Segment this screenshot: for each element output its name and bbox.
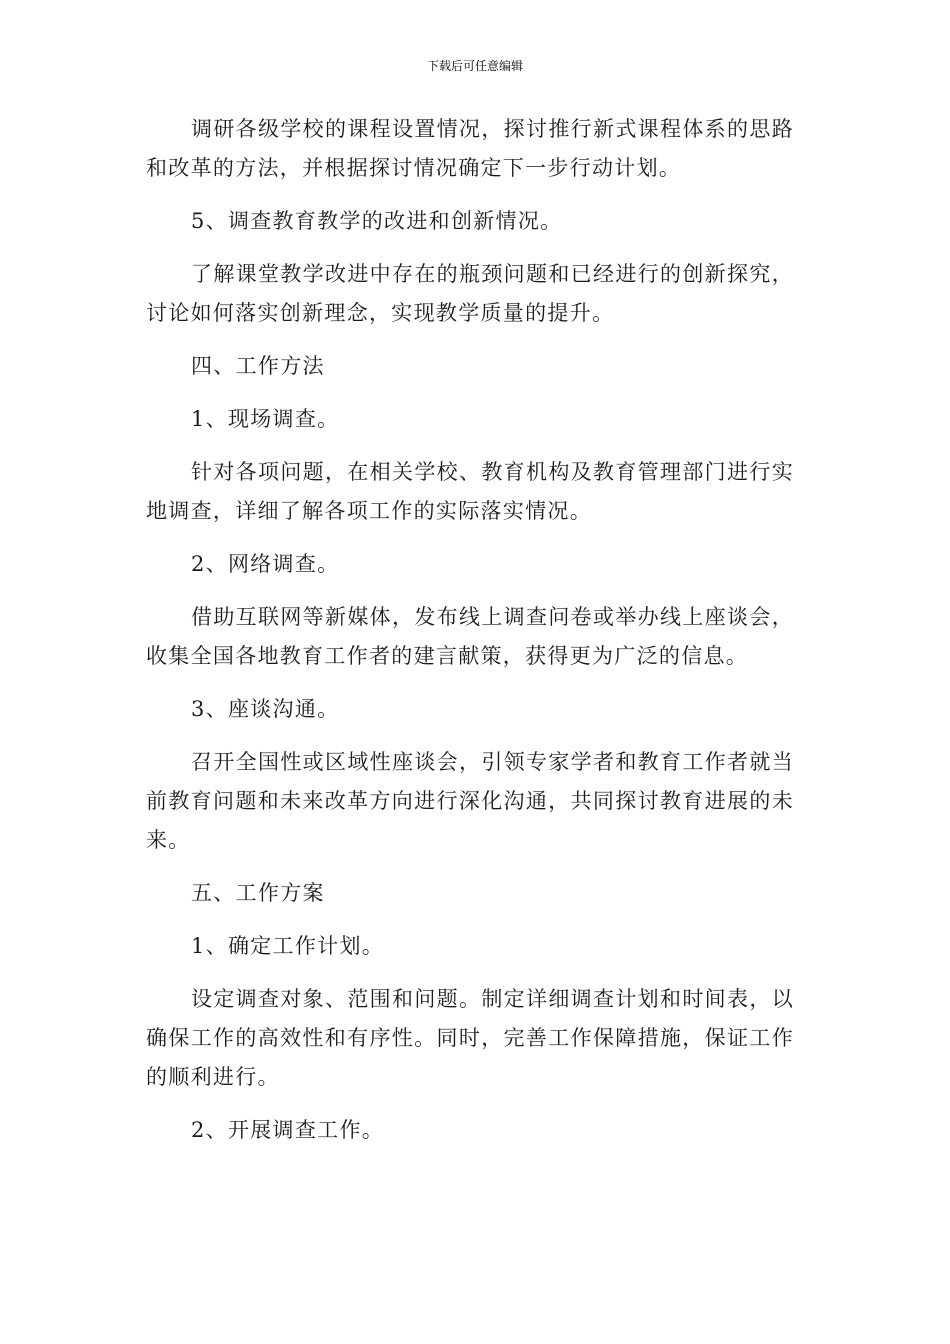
page-header: 下载后可任意编辑 bbox=[426, 59, 523, 73]
paragraph: 2、网络调查。 bbox=[191, 552, 340, 576]
document-body bbox=[146, 110, 794, 1164]
paragraph: 1、确定工作计划。 bbox=[191, 934, 385, 958]
paragraph: 5、调查教育教学的改进和创新情况。 bbox=[191, 209, 563, 233]
paragraph: 1、现场调查。 bbox=[191, 407, 340, 431]
paragraph: 调研各级学校的课程设置情况，探讨推行新式课程体系的思路和改革的方法，并根据探讨情况确定下一步行动计划。 bbox=[146, 117, 794, 180]
paragraph: 召开全国性或区域性座谈会，引领专家学者和教育工作者就当前教育问题和未来改革方向进行深化沟通，共同探讨教育进展的未来。 bbox=[146, 750, 794, 852]
paragraph: 3、座谈沟通。 bbox=[191, 697, 340, 721]
paragraph: 2、开展调查工作。 bbox=[191, 1118, 385, 1142]
paragraph: 借助互联网等新媒体，发布线上调查问卷或举办线上座谈会，收集全国各地教育工作者的建言献策，获得更为广泛的信息。 bbox=[146, 605, 794, 668]
paragraph: 针对各项问题，在相关学校、教育机构及教育管理部门进行实地调查，详细了解各项工作的实际落实情况。 bbox=[146, 460, 794, 523]
section-heading: 五、工作方案 bbox=[191, 881, 325, 905]
paragraph: 设定调查对象、范围和问题。制定详细调查计划和时间表，以确保工作的高效性和有序性。同时，完善工作保障措施，保证工作的顺利进行。 bbox=[146, 987, 794, 1089]
section-heading: 四、工作方法 bbox=[191, 354, 325, 378]
paragraph: 了解课堂教学改进中存在的瓶颈问题和已经进行的创新探究，讨论如何落实创新理念，实现教学质量的提升。 bbox=[146, 262, 794, 325]
